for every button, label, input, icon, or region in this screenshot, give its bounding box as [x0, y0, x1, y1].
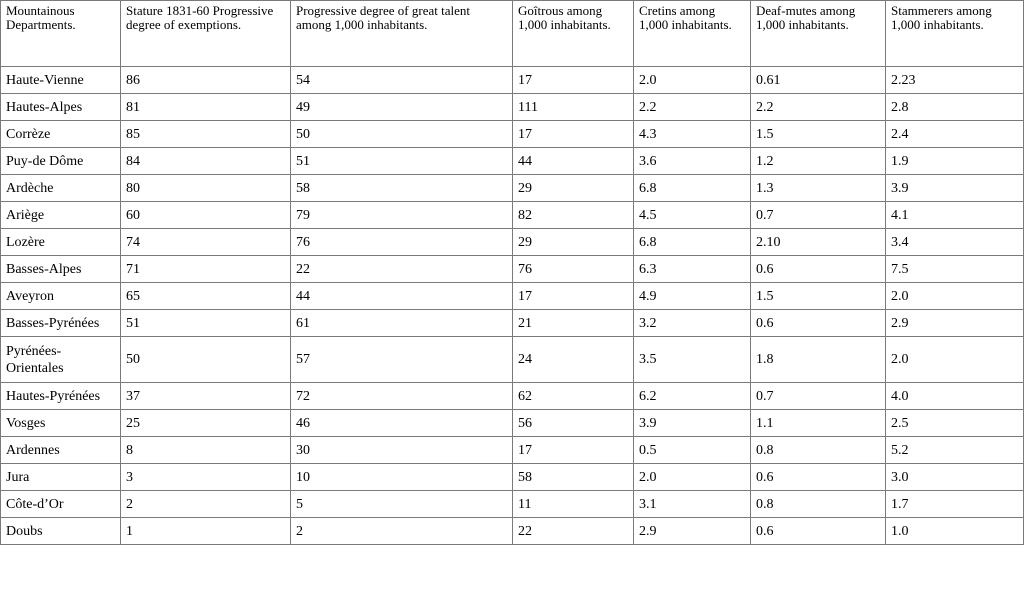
header-stature: Stature 1831-60 Progressive degree of exemptions.	[121, 1, 291, 67]
cell-stammerers: 2.4	[886, 121, 1024, 148]
cell-talent: 57	[291, 337, 513, 383]
cell-stature: 80	[121, 175, 291, 202]
cell-department: Aveyron	[1, 283, 121, 310]
cell-talent: 5	[291, 491, 513, 518]
table-row	[1, 283, 1024, 310]
cell-deaf-mutes: 1.5	[751, 121, 886, 148]
table-row	[1, 410, 1024, 437]
cell-deaf-mutes: 1.3	[751, 175, 886, 202]
table-row	[1, 464, 1024, 491]
cell-stammerers: 3.4	[886, 229, 1024, 256]
cell-stammerers: 2.5	[886, 410, 1024, 437]
cell-stammerers: 2.9	[886, 310, 1024, 337]
cell-talent: 58	[291, 175, 513, 202]
cell-stature: 84	[121, 148, 291, 175]
cell-goitrous: 58	[513, 464, 634, 491]
cell-department: Pyrénées-Orientales	[1, 337, 121, 383]
cell-stammerers: 3.0	[886, 464, 1024, 491]
table-row	[1, 121, 1024, 148]
cell-deaf-mutes: 0.8	[751, 491, 886, 518]
cell-stature: 50	[121, 337, 291, 383]
cell-deaf-mutes: 1.8	[751, 337, 886, 383]
cell-talent: 46	[291, 410, 513, 437]
cell-goitrous: 22	[513, 518, 634, 545]
cell-department: Ariège	[1, 202, 121, 229]
cell-talent: 61	[291, 310, 513, 337]
cell-stammerers: 5.2	[886, 437, 1024, 464]
cell-stammerers: 4.0	[886, 383, 1024, 410]
header-department: Mountainous Departments.	[1, 1, 121, 67]
cell-goitrous: 62	[513, 383, 634, 410]
cell-goitrous: 56	[513, 410, 634, 437]
cell-cretins: 4.5	[634, 202, 751, 229]
cell-stature: 86	[121, 67, 291, 94]
cell-cretins: 0.5	[634, 437, 751, 464]
cell-talent: 50	[291, 121, 513, 148]
cell-deaf-mutes: 0.6	[751, 464, 886, 491]
cell-stature: 1	[121, 518, 291, 545]
header-cretins: Cretins among 1,000 inhabitants.	[634, 1, 751, 67]
cell-stature: 85	[121, 121, 291, 148]
cell-department: Haute-Vienne	[1, 67, 121, 94]
table-body	[1, 67, 1024, 545]
cell-deaf-mutes: 0.61	[751, 67, 886, 94]
cell-cretins: 2.0	[634, 464, 751, 491]
cell-cretins: 2.2	[634, 94, 751, 121]
cell-deaf-mutes: 2.2	[751, 94, 886, 121]
header-goitrous: Goîtrous among 1,000 inhabitants.	[513, 1, 634, 67]
cell-goitrous: 24	[513, 337, 634, 383]
cell-stammerers: 7.5	[886, 256, 1024, 283]
cell-department: Côte-d’Or	[1, 491, 121, 518]
cell-stammerers: 1.9	[886, 148, 1024, 175]
cell-stature: 81	[121, 94, 291, 121]
cell-goitrous: 17	[513, 437, 634, 464]
cell-deaf-mutes: 0.6	[751, 256, 886, 283]
cell-cretins: 6.8	[634, 229, 751, 256]
cell-goitrous: 111	[513, 94, 634, 121]
cell-talent: 79	[291, 202, 513, 229]
cell-talent: 10	[291, 464, 513, 491]
cell-goitrous: 76	[513, 256, 634, 283]
header-row	[1, 1, 1024, 67]
cell-cretins: 6.2	[634, 383, 751, 410]
cell-goitrous: 44	[513, 148, 634, 175]
cell-goitrous: 17	[513, 67, 634, 94]
cell-cretins: 3.5	[634, 337, 751, 383]
cell-department: Basses-Pyrénées	[1, 310, 121, 337]
cell-talent: 44	[291, 283, 513, 310]
cell-department: Hautes-Pyrénées	[1, 383, 121, 410]
cell-cretins: 3.9	[634, 410, 751, 437]
cell-deaf-mutes: 1.2	[751, 148, 886, 175]
cell-stature: 65	[121, 283, 291, 310]
table-row	[1, 518, 1024, 545]
cell-cretins: 6.8	[634, 175, 751, 202]
table-row	[1, 256, 1024, 283]
cell-stature: 74	[121, 229, 291, 256]
table-row	[1, 175, 1024, 202]
table-row	[1, 94, 1024, 121]
cell-goitrous: 17	[513, 121, 634, 148]
cell-talent: 49	[291, 94, 513, 121]
cell-department: Jura	[1, 464, 121, 491]
cell-cretins: 3.6	[634, 148, 751, 175]
cell-goitrous: 82	[513, 202, 634, 229]
cell-stature: 8	[121, 437, 291, 464]
cell-goitrous: 29	[513, 229, 634, 256]
cell-stammerers: 3.9	[886, 175, 1024, 202]
cell-deaf-mutes: 0.7	[751, 202, 886, 229]
cell-department: Corrèze	[1, 121, 121, 148]
cell-cretins: 6.3	[634, 256, 751, 283]
cell-department: Lozère	[1, 229, 121, 256]
cell-deaf-mutes: 0.6	[751, 310, 886, 337]
cell-cretins: 4.9	[634, 283, 751, 310]
cell-stature: 25	[121, 410, 291, 437]
cell-talent: 30	[291, 437, 513, 464]
cell-stature: 37	[121, 383, 291, 410]
cell-department: Doubs	[1, 518, 121, 545]
table-row	[1, 491, 1024, 518]
cell-stammerers: 1.0	[886, 518, 1024, 545]
cell-stature: 3	[121, 464, 291, 491]
header-deaf-mutes: Deaf-mutes among 1,000 inhabitants.	[751, 1, 886, 67]
cell-goitrous: 21	[513, 310, 634, 337]
table-row	[1, 383, 1024, 410]
cell-talent: 72	[291, 383, 513, 410]
table-row	[1, 67, 1024, 94]
cell-talent: 76	[291, 229, 513, 256]
cell-deaf-mutes: 0.7	[751, 383, 886, 410]
cell-deaf-mutes: 2.10	[751, 229, 886, 256]
cell-goitrous: 29	[513, 175, 634, 202]
cell-department: Hautes-Alpes	[1, 94, 121, 121]
table-row	[1, 229, 1024, 256]
cell-deaf-mutes: 0.6	[751, 518, 886, 545]
table-row	[1, 148, 1024, 175]
cell-stammerers: 1.7	[886, 491, 1024, 518]
cell-department: Ardennes	[1, 437, 121, 464]
cell-stature: 51	[121, 310, 291, 337]
cell-deaf-mutes: 0.8	[751, 437, 886, 464]
cell-department: Ardèche	[1, 175, 121, 202]
cell-stammerers: 4.1	[886, 202, 1024, 229]
cell-cretins: 2.9	[634, 518, 751, 545]
cell-talent: 2	[291, 518, 513, 545]
cell-stature: 2	[121, 491, 291, 518]
cell-department: Basses-Alpes	[1, 256, 121, 283]
cell-stature: 60	[121, 202, 291, 229]
cell-deaf-mutes: 1.1	[751, 410, 886, 437]
cell-goitrous: 11	[513, 491, 634, 518]
cell-department: Vosges	[1, 410, 121, 437]
table-row	[1, 337, 1024, 383]
cell-cretins: 3.2	[634, 310, 751, 337]
table-row	[1, 202, 1024, 229]
cell-stammerers: 2.8	[886, 94, 1024, 121]
table-row	[1, 437, 1024, 464]
cell-talent: 22	[291, 256, 513, 283]
cell-deaf-mutes: 1.5	[751, 283, 886, 310]
cell-talent: 54	[291, 67, 513, 94]
cell-stammerers: 2.0	[886, 283, 1024, 310]
cell-goitrous: 17	[513, 283, 634, 310]
cell-cretins: 4.3	[634, 121, 751, 148]
cell-cretins: 3.1	[634, 491, 751, 518]
cell-department: Puy-de Dôme	[1, 148, 121, 175]
cell-cretins: 2.0	[634, 67, 751, 94]
cell-stammerers: 2.23	[886, 67, 1024, 94]
header-stammerers: Stammerers among 1,000 inhabitants.	[886, 1, 1024, 67]
cell-talent: 51	[291, 148, 513, 175]
cell-stammerers: 2.0	[886, 337, 1024, 383]
header-talent: Progressive degree of great talent among 1,000 inhabitants.	[291, 1, 513, 67]
table-row	[1, 310, 1024, 337]
cell-stature: 71	[121, 256, 291, 283]
